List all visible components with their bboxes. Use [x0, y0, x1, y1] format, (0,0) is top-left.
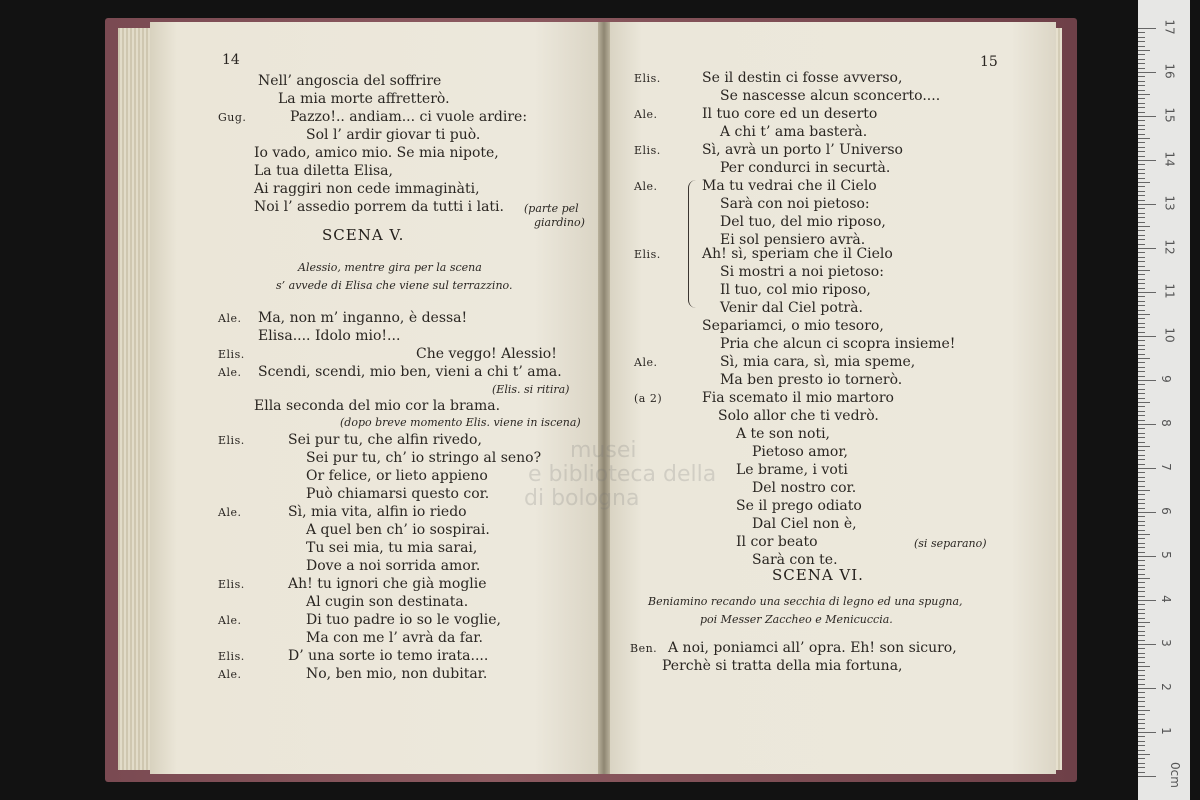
stage-direction: (parte pel	[524, 202, 579, 215]
verse-line: Il tuo, col mio riposo,	[720, 282, 871, 298]
ruler-tick	[1138, 178, 1145, 179]
ruler-tick	[1138, 530, 1145, 531]
ruler-tick	[1138, 525, 1145, 526]
page-number-right: 15	[980, 54, 998, 70]
ruler-tick	[1138, 393, 1145, 394]
scene-description: s’ avvede di Elisa che viene sul terrazzino.	[276, 279, 513, 292]
verse-line: Sei pur tu, ch’ io stringo al seno?	[306, 450, 542, 466]
speaker-label: Elis.	[218, 650, 245, 663]
ruler-tick	[1138, 50, 1150, 51]
stage-direction: (Elis. si ritira)	[492, 383, 570, 396]
ruler-tick	[1138, 116, 1156, 117]
ruler-tick	[1138, 618, 1145, 619]
ruler-tick	[1138, 662, 1145, 663]
ruler-tick	[1138, 692, 1145, 693]
ruler-tick	[1138, 41, 1145, 42]
ruler-tick	[1138, 411, 1145, 412]
ruler-label: 10	[1162, 327, 1177, 343]
verse-line: A te son noti,	[736, 426, 831, 442]
verse-line: La mia morte affretterò.	[278, 91, 450, 107]
speaker-label: Ale.	[218, 614, 242, 627]
ruler-tick	[1138, 758, 1145, 759]
ruler-tick	[1138, 472, 1145, 473]
ruler-tick	[1138, 428, 1145, 429]
ruler-tick	[1138, 446, 1150, 447]
ruler-tick	[1138, 279, 1145, 280]
ruler-tick	[1138, 398, 1145, 399]
ruler-tick	[1138, 490, 1150, 491]
verse-line: Ma tu vedrai che il Cielo	[702, 178, 877, 194]
ruler-tick	[1138, 521, 1145, 522]
ruler-label: 12	[1162, 239, 1177, 255]
ruler-tick	[1138, 134, 1145, 135]
verse-line: Perchè si tratta della mia fortuna,	[662, 658, 903, 674]
ruler-tick	[1138, 653, 1145, 654]
ruler-tick	[1138, 112, 1145, 113]
ruler-tick	[1138, 508, 1145, 509]
ruler-tick	[1138, 613, 1145, 614]
ruler-tick	[1138, 248, 1156, 249]
verse-line: Di tuo padre io so le voglie,	[306, 612, 501, 628]
ruler-tick	[1138, 591, 1145, 592]
ruler-tick	[1138, 195, 1145, 196]
ruler-tick	[1138, 380, 1156, 381]
speaker-label: Ale.	[218, 312, 242, 325]
speaker-label: Elis.	[634, 248, 661, 261]
speaker-label: Ale.	[218, 506, 242, 519]
ruler-tick	[1138, 107, 1145, 108]
verse-line: Or felice, or lieto appieno	[306, 468, 488, 484]
ruler-tick	[1138, 186, 1145, 187]
verse-line: Venir dal Ciel potrà.	[720, 300, 863, 316]
ruler-tick	[1138, 543, 1145, 544]
ruler-tick	[1138, 222, 1145, 223]
ruler-tick	[1138, 332, 1145, 333]
ruler-tick	[1138, 477, 1145, 478]
verse-line: Ella seconda del mio cor la brama.	[254, 398, 501, 414]
ruler-tick	[1138, 745, 1145, 746]
ruler-tick	[1138, 556, 1156, 557]
ruler-tick	[1138, 763, 1145, 764]
verse-line: Ah! sì, speriam che il Cielo	[702, 246, 893, 262]
ruler-tick	[1138, 666, 1150, 667]
ruler-tick	[1138, 314, 1150, 315]
verse-line: Pazzo!.. andiam... ci vuole ardire:	[290, 109, 528, 125]
verse-line: A chi t’ ama basterà.	[720, 124, 868, 140]
library-watermark: musei	[570, 438, 637, 463]
verse-line: Che veggo! Alessio!	[416, 346, 557, 362]
ruler-tick	[1138, 560, 1145, 561]
ruler-tick	[1138, 578, 1150, 579]
ruler-tick	[1138, 684, 1145, 685]
ruler-tick	[1138, 76, 1145, 77]
ruler-tick	[1138, 54, 1145, 55]
ruler-tick	[1138, 494, 1145, 495]
ruler-tick	[1138, 503, 1145, 504]
verse-line: Ma ben presto io tornerò.	[720, 372, 903, 388]
ruler-tick	[1138, 213, 1145, 214]
ruler-tick	[1138, 468, 1156, 469]
speaker-label: Elis.	[218, 348, 245, 361]
ruler-label: 13	[1162, 195, 1177, 211]
ruler-tick	[1138, 626, 1145, 627]
speaker-label: Ben.	[630, 642, 658, 655]
ruler-tick	[1138, 741, 1145, 742]
ruler-tick	[1138, 208, 1145, 209]
ruler-tick	[1138, 239, 1145, 240]
scene-description: Alessio, mentre gira per la scena	[298, 261, 482, 274]
ruler-tick	[1138, 547, 1145, 548]
ruler-tick	[1138, 706, 1145, 707]
verse-line: Si mostri a noi pietoso:	[720, 264, 884, 280]
verse-line: Scendi, scendi, mio ben, vieni a chi t’ ama.	[258, 364, 562, 380]
ruler-tick	[1138, 596, 1145, 597]
ruler-tick	[1138, 358, 1150, 359]
ruler-tick	[1138, 345, 1145, 346]
ruler-tick	[1138, 349, 1145, 350]
ruler-tick	[1138, 772, 1145, 773]
ruler-tick	[1138, 160, 1156, 161]
ruler-tick	[1138, 767, 1145, 768]
ruler-tick	[1138, 274, 1145, 275]
verse-line: Nell’ angoscia del soffrire	[258, 73, 442, 89]
verse-line: Elisa.... Idolo mio!...	[258, 328, 401, 344]
ruler-tick	[1138, 635, 1145, 636]
ruler-tick	[1138, 292, 1156, 293]
ruler-tick	[1138, 688, 1156, 689]
ruler-tick	[1138, 340, 1145, 341]
verse-line: Pietoso amor,	[752, 444, 848, 460]
page-number-left: 14	[222, 52, 240, 68]
verse-line: Ah! tu ignori che già moglie	[288, 576, 487, 592]
ruler-tick	[1138, 191, 1145, 192]
ruler-tick	[1138, 261, 1145, 262]
speaker-label: (a 2)	[634, 392, 663, 405]
ruler-tick	[1138, 296, 1145, 297]
ruler-tick	[1138, 675, 1145, 676]
ruler-label: 7	[1158, 463, 1173, 471]
ruler-label: 2	[1158, 683, 1173, 691]
verse-line: A noi, poniamci all’ opra. Eh! son sicuro,	[668, 640, 957, 656]
ruler-tick	[1138, 367, 1145, 368]
verse-line: Tu sei mia, tu mia sarai,	[306, 540, 478, 556]
ruler-tick	[1138, 305, 1145, 306]
ruler-label: 8	[1158, 419, 1173, 427]
scene-description: Beniamino recando una secchia di legno ed una spugna,	[648, 595, 963, 608]
speaker-label: Ale.	[634, 356, 658, 369]
ruler-tick	[1138, 151, 1145, 152]
ruler-tick	[1138, 204, 1156, 205]
ruler-tick	[1138, 37, 1145, 38]
page-edges-left	[118, 28, 150, 770]
verse-line: Il tuo core ed un deserto	[702, 106, 878, 122]
ruler-tick	[1138, 169, 1145, 170]
ruler-tick	[1138, 565, 1145, 566]
ruler-tick	[1138, 90, 1145, 91]
ruler-tick	[1138, 600, 1156, 601]
ruler-tick	[1138, 72, 1156, 73]
stage-direction: (dopo breve momento Elis. viene in iscena)	[340, 416, 581, 429]
ruler-tick	[1138, 103, 1145, 104]
ruler-label: 9	[1158, 375, 1173, 383]
verse-line: Solo allor che ti vedrò.	[718, 408, 879, 424]
ruler-tick	[1138, 230, 1145, 231]
library-watermark: di bologna	[524, 486, 640, 511]
ruler-tick	[1138, 679, 1145, 680]
duet-brace	[688, 180, 699, 308]
ruler-tick	[1138, 697, 1145, 698]
ruler-tick	[1138, 244, 1145, 245]
ruler-tick	[1138, 433, 1145, 434]
verse-line: Ei sol pensiero avrà.	[720, 232, 866, 248]
scene-description: poi Messer Zaccheo e Menicuccia.	[700, 613, 893, 626]
ruler-tick	[1138, 552, 1145, 553]
ruler-label: 14	[1162, 151, 1177, 167]
verse-line: Le brame, i voti	[736, 462, 848, 478]
scene-title: SCENA VI.	[772, 566, 864, 584]
ruler-tick	[1138, 164, 1145, 165]
ruler-tick	[1138, 327, 1145, 328]
ruler-tick	[1138, 371, 1145, 372]
ruler-tick	[1138, 384, 1145, 385]
verse-line: Può chiamarsi questo cor.	[306, 486, 490, 502]
verse-line: Sei pur tu, che alfin rivedo,	[288, 432, 482, 448]
ruler-tick	[1138, 336, 1156, 337]
ruler-tick	[1138, 657, 1145, 658]
measuring-ruler	[1138, 0, 1190, 800]
ruler-tick	[1138, 754, 1150, 755]
ruler-tick	[1138, 587, 1145, 588]
scene-title: SCENA V.	[322, 226, 405, 244]
ruler-tick	[1138, 648, 1145, 649]
speaker-label: Elis.	[634, 144, 661, 157]
ruler-tick	[1138, 728, 1145, 729]
verse-line: Se nascesse alcun sconcerto....	[720, 88, 941, 104]
verse-line: Separiamci, o mio tesoro,	[702, 318, 884, 334]
ruler-tick	[1138, 235, 1145, 236]
ruler-tick	[1138, 125, 1145, 126]
verse-line: La tua diletta Elisa,	[254, 163, 393, 179]
ruler-label: 17	[1162, 19, 1177, 35]
speaker-label: Ale.	[218, 366, 242, 379]
ruler-tick	[1138, 736, 1145, 737]
ruler-tick	[1138, 609, 1145, 610]
ruler-tick	[1138, 776, 1156, 777]
ruler-tick	[1138, 94, 1150, 95]
ruler-tick	[1138, 310, 1145, 311]
ruler-tick	[1138, 459, 1145, 460]
ruler-tick	[1138, 98, 1145, 99]
ruler-tick	[1138, 81, 1145, 82]
ruler-label: 0cm	[1167, 762, 1182, 788]
ruler-tick	[1138, 622, 1150, 623]
ruler-tick	[1138, 732, 1156, 733]
ruler-tick	[1138, 257, 1145, 258]
ruler-tick	[1138, 464, 1145, 465]
ruler-tick	[1138, 142, 1145, 143]
verse-line: No, ben mio, non dubitar.	[306, 666, 488, 682]
ruler-tick	[1138, 415, 1145, 416]
ruler-label: 1	[1158, 727, 1173, 735]
ruler-tick	[1138, 450, 1145, 451]
speaker-label: Elis.	[218, 578, 245, 591]
ruler-tick	[1138, 59, 1145, 60]
verse-line: Al cugin son destinata.	[306, 594, 469, 610]
ruler-tick	[1138, 217, 1145, 218]
ruler-label: 4	[1158, 595, 1173, 603]
ruler-tick	[1138, 200, 1145, 201]
verse-line: Sol l’ ardir giovar ti può.	[306, 127, 481, 143]
ruler-tick	[1138, 32, 1145, 33]
ruler-tick	[1138, 266, 1145, 267]
verse-line: Sì, avrà un porto l’ Universo	[702, 142, 903, 158]
speaker-label: Elis.	[634, 72, 661, 85]
ruler-tick	[1138, 120, 1145, 121]
verse-line: Ai raggiri non cede immaginàti,	[254, 181, 480, 197]
ruler-tick	[1138, 499, 1145, 500]
ruler-tick	[1138, 85, 1145, 86]
verse-line: Del nostro cor.	[752, 480, 857, 496]
ruler-tick	[1138, 420, 1145, 421]
verse-line: Sarà con te.	[752, 552, 838, 568]
ruler-label: 16	[1162, 63, 1177, 79]
ruler-label: 11	[1162, 283, 1177, 299]
library-watermark: e biblioteca della	[528, 462, 717, 487]
verse-line: Io vado, amico mio. Se mia nipote,	[254, 145, 499, 161]
ruler-tick	[1138, 323, 1145, 324]
verse-line: Del tuo, del mio riposo,	[720, 214, 886, 230]
ruler-tick	[1138, 538, 1145, 539]
ruler-tick	[1138, 534, 1150, 535]
ruler-tick	[1138, 156, 1145, 157]
verse-line: Se il prego odiato	[736, 498, 862, 514]
ruler-tick	[1138, 710, 1150, 711]
ruler-tick	[1138, 376, 1145, 377]
verse-line: Sarà con noi pietoso:	[720, 196, 870, 212]
ruler-tick	[1138, 182, 1150, 183]
speaker-label: Gug.	[218, 111, 247, 124]
ruler-tick	[1138, 28, 1156, 29]
ruler-label: 6	[1158, 507, 1173, 515]
ruler-tick	[1138, 138, 1150, 139]
ruler-tick	[1138, 288, 1145, 289]
ruler-tick	[1138, 283, 1145, 284]
ruler-tick	[1138, 714, 1145, 715]
verse-line: Pria che alcun ci scopra insieme!	[720, 336, 956, 352]
ruler-tick	[1138, 129, 1145, 130]
ruler-tick	[1138, 750, 1145, 751]
ruler-tick	[1138, 516, 1145, 517]
ruler-tick	[1138, 455, 1145, 456]
verse-line: Fia scemato il mio martoro	[702, 390, 894, 406]
verse-line: Se il destin ci fosse avverso,	[702, 70, 903, 86]
ruler-tick	[1138, 147, 1145, 148]
ruler-tick	[1138, 389, 1145, 390]
ruler-tick	[1138, 604, 1145, 605]
speaker-label: Ale.	[634, 180, 658, 193]
verse-line: Il cor beato	[736, 534, 818, 550]
ruler-tick	[1138, 569, 1145, 570]
ruler-tick	[1138, 723, 1145, 724]
ruler-tick	[1138, 226, 1150, 227]
speaker-label: Ale.	[218, 668, 242, 681]
speaker-label: Ale.	[634, 108, 658, 121]
ruler-tick	[1138, 574, 1145, 575]
verse-line: Noi l’ assedio porrem da tutti i lati.	[254, 199, 504, 215]
ruler-tick	[1138, 640, 1145, 641]
ruler-tick	[1138, 402, 1150, 403]
stage-direction: giardino)	[534, 216, 585, 229]
verse-line: Dove a noi sorrida amor.	[306, 558, 481, 574]
ruler-tick	[1138, 670, 1145, 671]
book-gutter	[598, 22, 610, 774]
verse-line: Ma, non m’ inganno, è dessa!	[258, 310, 468, 326]
ruler-tick	[1138, 644, 1156, 645]
verse-line: A quel ben ch’ io sospirai.	[306, 522, 490, 538]
verse-line: Sì, mia cara, sì, mia speme,	[720, 354, 916, 370]
stage-direction: (si separano)	[914, 537, 987, 550]
ruler-tick	[1138, 631, 1145, 632]
ruler-tick	[1138, 270, 1150, 271]
verse-line: Per condurci in securtà.	[720, 160, 891, 176]
speaker-label: Elis.	[218, 434, 245, 447]
ruler-tick	[1138, 701, 1145, 702]
verse-line: Dal Ciel non è,	[752, 516, 857, 532]
ruler-tick	[1138, 512, 1156, 513]
ruler-tick	[1138, 354, 1145, 355]
ruler-label: 3	[1158, 639, 1173, 647]
ruler-tick	[1138, 424, 1156, 425]
ruler-tick	[1138, 252, 1145, 253]
ruler-tick	[1138, 442, 1145, 443]
ruler-tick	[1138, 46, 1145, 47]
ruler-tick	[1138, 362, 1145, 363]
ruler-tick	[1138, 486, 1145, 487]
ruler-tick	[1138, 173, 1145, 174]
ruler-tick	[1138, 719, 1145, 720]
ruler-tick	[1138, 63, 1145, 64]
ruler-tick	[1138, 481, 1145, 482]
ruler-tick	[1138, 406, 1145, 407]
ruler-tick	[1138, 582, 1145, 583]
ruler-tick	[1138, 437, 1145, 438]
verse-line: Sì, mia vita, alfin io riedo	[288, 504, 467, 520]
verse-line: D’ una sorte io temo irata....	[288, 648, 489, 664]
ruler-tick	[1138, 301, 1145, 302]
verse-line: Ma con me l’ avrà da far.	[306, 630, 483, 646]
ruler-tick	[1138, 318, 1145, 319]
ruler-label: 5	[1158, 551, 1173, 559]
ruler-tick	[1138, 68, 1145, 69]
ruler-label: 15	[1162, 107, 1177, 123]
